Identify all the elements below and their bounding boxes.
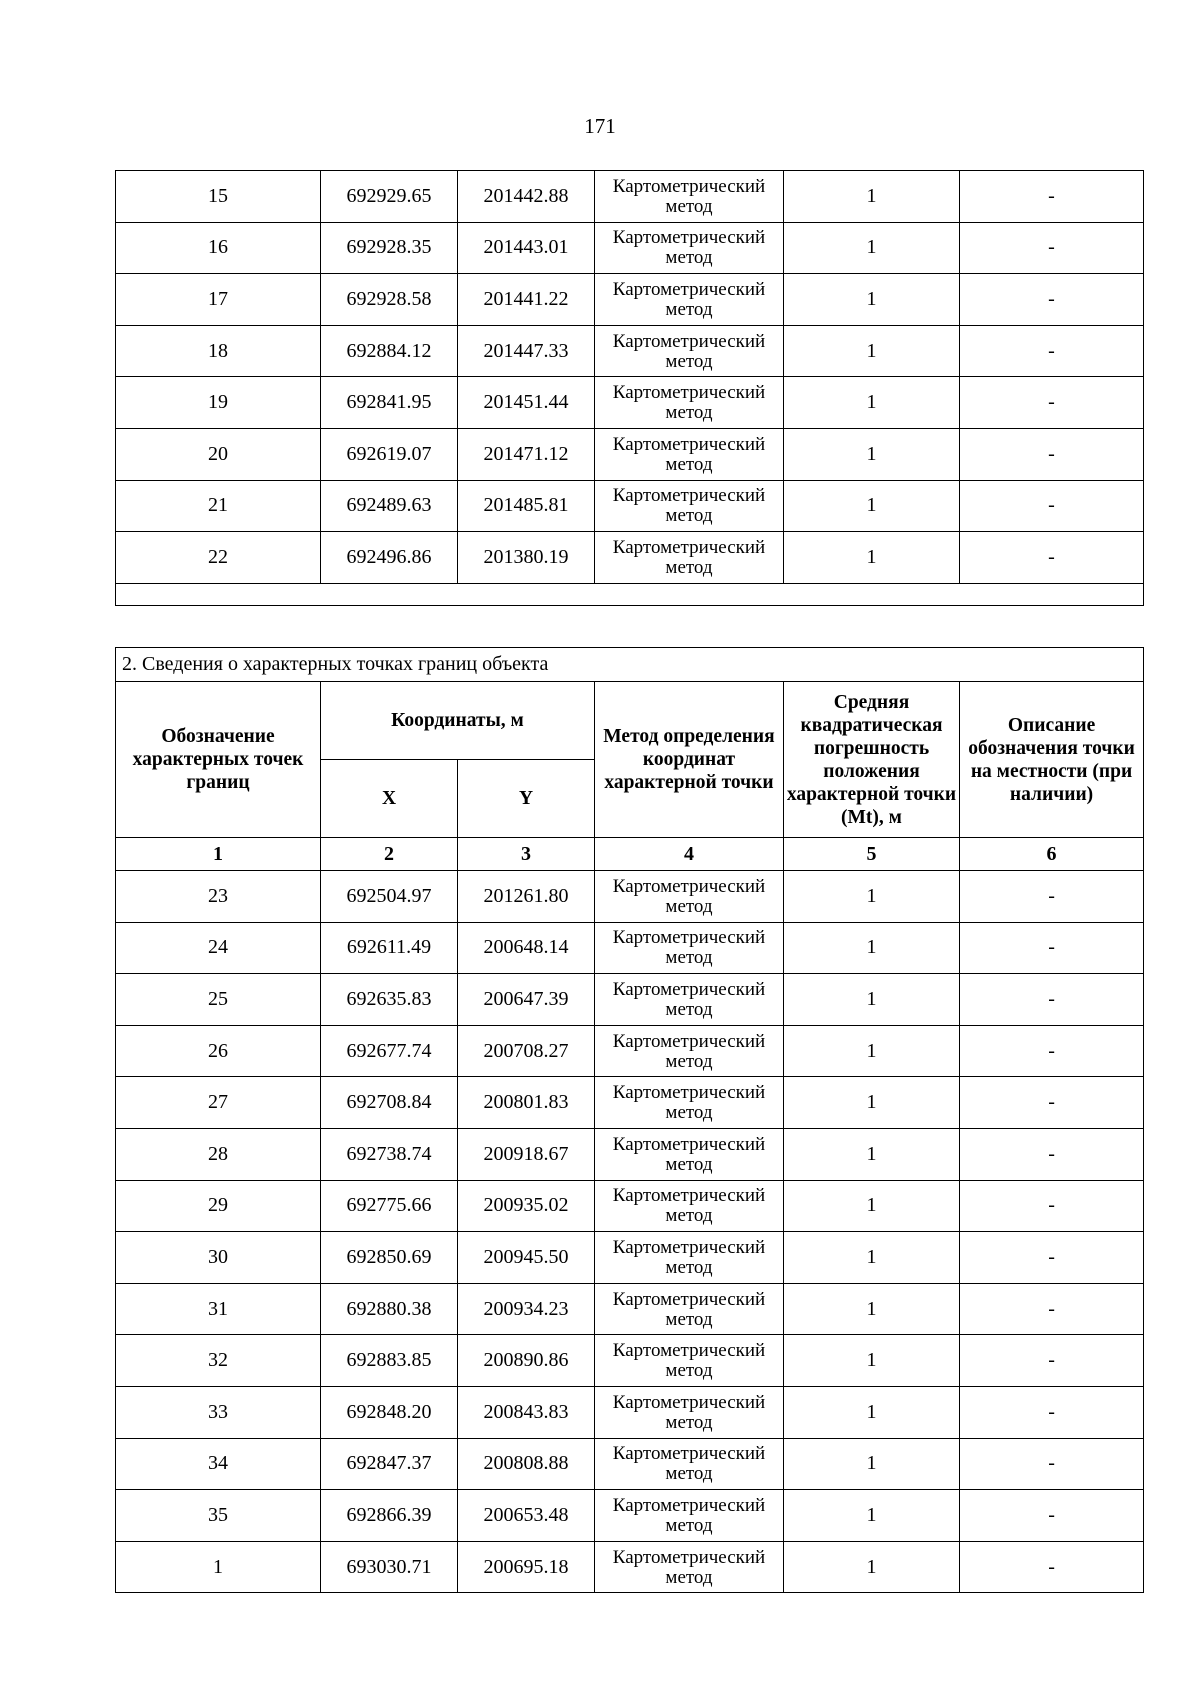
point-cell: 15 bbox=[116, 171, 321, 223]
x-cell: 692850.69 bbox=[321, 1232, 458, 1284]
y-cell: 201380.19 bbox=[458, 532, 595, 584]
description-cell: - bbox=[960, 1232, 1144, 1284]
table-row bbox=[116, 1541, 1144, 1593]
y-cell: 200695.18 bbox=[458, 1541, 595, 1593]
point-cell: 28 bbox=[116, 1128, 321, 1180]
x-cell: 692496.86 bbox=[321, 532, 458, 584]
table-row bbox=[116, 428, 1144, 480]
error-cell: 1 bbox=[784, 532, 960, 584]
point-cell: 23 bbox=[116, 871, 321, 923]
table-row bbox=[116, 1490, 1144, 1542]
header-row bbox=[116, 682, 1144, 760]
table-row bbox=[116, 974, 1144, 1026]
error-cell: 1 bbox=[784, 1490, 960, 1542]
method-cell: Картометрический метод bbox=[595, 1025, 784, 1077]
method-cell: Картометрический метод bbox=[595, 1490, 784, 1542]
description-cell: - bbox=[960, 274, 1144, 326]
table-row bbox=[116, 922, 1144, 974]
point-cell: 25 bbox=[116, 974, 321, 1026]
error-cell: 1 bbox=[784, 1077, 960, 1129]
table-row bbox=[116, 171, 1144, 223]
method-cell: Картометрический метод bbox=[595, 1386, 784, 1438]
x-cell: 692928.35 bbox=[321, 222, 458, 274]
y-cell: 200708.27 bbox=[458, 1025, 595, 1077]
x-cell: 692883.85 bbox=[321, 1335, 458, 1387]
column-number: 4 bbox=[595, 838, 784, 871]
method-cell: Картометрический метод bbox=[595, 1232, 784, 1284]
point-cell: 21 bbox=[116, 480, 321, 532]
description-cell: - bbox=[960, 1077, 1144, 1129]
y-cell: 200647.39 bbox=[458, 974, 595, 1026]
method-cell: Картометрический метод bbox=[595, 922, 784, 974]
point-cell: 19 bbox=[116, 377, 321, 429]
description-cell: - bbox=[960, 1025, 1144, 1077]
method-cell: Картометрический метод bbox=[595, 171, 784, 223]
x-cell: 692848.20 bbox=[321, 1386, 458, 1438]
method-cell: Картометрический метод bbox=[595, 274, 784, 326]
x-cell: 692866.39 bbox=[321, 1490, 458, 1542]
error-cell: 1 bbox=[784, 325, 960, 377]
point-cell: 17 bbox=[116, 274, 321, 326]
description-cell: - bbox=[960, 1128, 1144, 1180]
header-description: Описание обозначения точки на местности (при наличии) bbox=[960, 682, 1144, 838]
method-cell: Картометрический метод bbox=[595, 1180, 784, 1232]
table-row bbox=[116, 1232, 1144, 1284]
y-cell: 201442.88 bbox=[458, 171, 595, 223]
point-cell: 31 bbox=[116, 1283, 321, 1335]
header-error: Средняя квадратическая погрешность положения характерной точки (Mt), м bbox=[784, 682, 960, 838]
error-cell: 1 bbox=[784, 1541, 960, 1593]
error-cell: 1 bbox=[784, 377, 960, 429]
method-cell: Картометрический метод bbox=[595, 377, 784, 429]
column-number: 1 bbox=[116, 838, 321, 871]
method-cell: Картометрический метод bbox=[595, 1283, 784, 1335]
description-cell: - bbox=[960, 1438, 1144, 1490]
description-cell: - bbox=[960, 480, 1144, 532]
y-cell: 200935.02 bbox=[458, 1180, 595, 1232]
description-cell: - bbox=[960, 428, 1144, 480]
point-cell: 33 bbox=[116, 1386, 321, 1438]
table-row bbox=[116, 1077, 1144, 1129]
y-cell: 200934.23 bbox=[458, 1283, 595, 1335]
y-cell: 200945.50 bbox=[458, 1232, 595, 1284]
y-cell: 201441.22 bbox=[458, 274, 595, 326]
x-cell: 692619.07 bbox=[321, 428, 458, 480]
table-row bbox=[116, 377, 1144, 429]
x-cell: 692611.49 bbox=[321, 922, 458, 974]
method-cell: Картометрический метод bbox=[595, 1335, 784, 1387]
column-number: 6 bbox=[960, 838, 1144, 871]
section-title: 2. Сведения о характерных точках границ объекта bbox=[116, 648, 1144, 682]
y-cell: 200801.83 bbox=[458, 1077, 595, 1129]
error-cell: 1 bbox=[784, 1180, 960, 1232]
y-cell: 200653.48 bbox=[458, 1490, 595, 1542]
x-cell: 692928.58 bbox=[321, 274, 458, 326]
header-x: X bbox=[321, 760, 458, 838]
method-cell: Картометрический метод bbox=[595, 480, 784, 532]
description-cell: - bbox=[960, 974, 1144, 1026]
table-row bbox=[116, 1128, 1144, 1180]
table-row bbox=[116, 1438, 1144, 1490]
column-number: 3 bbox=[458, 838, 595, 871]
table-row bbox=[116, 325, 1144, 377]
point-cell: 24 bbox=[116, 922, 321, 974]
error-cell: 1 bbox=[784, 222, 960, 274]
header-y: Y bbox=[458, 760, 595, 838]
error-cell: 1 bbox=[784, 1335, 960, 1387]
description-cell: - bbox=[960, 222, 1144, 274]
table-row bbox=[116, 480, 1144, 532]
y-cell: 201451.44 bbox=[458, 377, 595, 429]
point-cell: 32 bbox=[116, 1335, 321, 1387]
table-row bbox=[116, 274, 1144, 326]
y-cell: 200843.83 bbox=[458, 1386, 595, 1438]
point-cell: 35 bbox=[116, 1490, 321, 1542]
error-cell: 1 bbox=[784, 1025, 960, 1077]
description-cell: - bbox=[960, 1283, 1144, 1335]
header-coordinates: Координаты, м bbox=[321, 682, 595, 760]
description-cell: - bbox=[960, 1490, 1144, 1542]
error-cell: 1 bbox=[784, 1128, 960, 1180]
point-cell: 27 bbox=[116, 1077, 321, 1129]
x-cell: 692708.84 bbox=[321, 1077, 458, 1129]
error-cell: 1 bbox=[784, 1438, 960, 1490]
method-cell: Картометрический метод bbox=[595, 1128, 784, 1180]
description-cell: - bbox=[960, 171, 1144, 223]
point-cell: 26 bbox=[116, 1025, 321, 1077]
column-number-row bbox=[116, 838, 1144, 871]
table2-header bbox=[116, 648, 1144, 871]
x-cell: 692504.97 bbox=[321, 871, 458, 923]
method-cell: Картометрический метод bbox=[595, 222, 784, 274]
x-cell: 692880.38 bbox=[321, 1283, 458, 1335]
description-cell: - bbox=[960, 1335, 1144, 1387]
error-cell: 1 bbox=[784, 1232, 960, 1284]
y-cell: 201471.12 bbox=[458, 428, 595, 480]
x-cell: 692884.12 bbox=[321, 325, 458, 377]
table-row bbox=[116, 1386, 1144, 1438]
column-number: 5 bbox=[784, 838, 960, 871]
table-row bbox=[116, 532, 1144, 584]
description-cell: - bbox=[960, 377, 1144, 429]
point-cell: 29 bbox=[116, 1180, 321, 1232]
x-cell: 693030.71 bbox=[321, 1541, 458, 1593]
method-cell: Картометрический метод bbox=[595, 1077, 784, 1129]
error-cell: 1 bbox=[784, 974, 960, 1026]
table-row bbox=[116, 871, 1144, 923]
description-cell: - bbox=[960, 532, 1144, 584]
description-cell: - bbox=[960, 325, 1144, 377]
boundary-points-table bbox=[115, 647, 1144, 1593]
column-number: 2 bbox=[321, 838, 458, 871]
caption-row bbox=[116, 648, 1144, 682]
point-cell: 16 bbox=[116, 222, 321, 274]
error-cell: 1 bbox=[784, 1386, 960, 1438]
empty-cell bbox=[116, 583, 1144, 605]
header-method: Метод определения координат характерной точки bbox=[595, 682, 784, 838]
method-cell: Картометрический метод bbox=[595, 428, 784, 480]
error-cell: 1 bbox=[784, 1283, 960, 1335]
error-cell: 1 bbox=[784, 922, 960, 974]
y-cell: 201261.80 bbox=[458, 871, 595, 923]
method-cell: Картометрический метод bbox=[595, 871, 784, 923]
y-cell: 201447.33 bbox=[458, 325, 595, 377]
point-cell: 18 bbox=[116, 325, 321, 377]
empty-row bbox=[116, 583, 1144, 605]
table-row bbox=[116, 222, 1144, 274]
x-cell: 692841.95 bbox=[321, 377, 458, 429]
error-cell: 1 bbox=[784, 480, 960, 532]
method-cell: Картометрический метод bbox=[595, 1541, 784, 1593]
x-cell: 692929.65 bbox=[321, 171, 458, 223]
table-row bbox=[116, 1180, 1144, 1232]
error-cell: 1 bbox=[784, 171, 960, 223]
y-cell: 201485.81 bbox=[458, 480, 595, 532]
table2-body bbox=[116, 871, 1144, 1593]
x-cell: 692635.83 bbox=[321, 974, 458, 1026]
table-row bbox=[116, 1283, 1144, 1335]
y-cell: 200890.86 bbox=[458, 1335, 595, 1387]
description-cell: - bbox=[960, 1386, 1144, 1438]
y-cell: 200648.14 bbox=[458, 922, 595, 974]
error-cell: 1 bbox=[784, 428, 960, 480]
method-cell: Картометрический метод bbox=[595, 974, 784, 1026]
x-cell: 692847.37 bbox=[321, 1438, 458, 1490]
description-cell: - bbox=[960, 922, 1144, 974]
page-number: 171 bbox=[584, 114, 616, 138]
error-cell: 1 bbox=[784, 274, 960, 326]
method-cell: Картометрический метод bbox=[595, 325, 784, 377]
point-cell: 22 bbox=[116, 532, 321, 584]
table-row bbox=[116, 1335, 1144, 1387]
x-cell: 692677.74 bbox=[321, 1025, 458, 1077]
x-cell: 692489.63 bbox=[321, 480, 458, 532]
description-cell: - bbox=[960, 1541, 1144, 1593]
x-cell: 692775.66 bbox=[321, 1180, 458, 1232]
point-cell: 20 bbox=[116, 428, 321, 480]
y-cell: 200808.88 bbox=[458, 1438, 595, 1490]
table-row bbox=[116, 1025, 1144, 1077]
description-cell: - bbox=[960, 871, 1144, 923]
y-cell: 200918.67 bbox=[458, 1128, 595, 1180]
error-cell: 1 bbox=[784, 871, 960, 923]
point-cell: 34 bbox=[116, 1438, 321, 1490]
table1-body bbox=[116, 171, 1144, 606]
description-cell: - bbox=[960, 1180, 1144, 1232]
x-cell: 692738.74 bbox=[321, 1128, 458, 1180]
method-cell: Картометрический метод bbox=[595, 532, 784, 584]
point-cell: 30 bbox=[116, 1232, 321, 1284]
point-cell: 1 bbox=[116, 1541, 321, 1593]
header-point: Обозначение характерных точек границ bbox=[116, 682, 321, 838]
method-cell: Картометрический метод bbox=[595, 1438, 784, 1490]
boundary-points-table-continued bbox=[115, 170, 1144, 606]
y-cell: 201443.01 bbox=[458, 222, 595, 274]
